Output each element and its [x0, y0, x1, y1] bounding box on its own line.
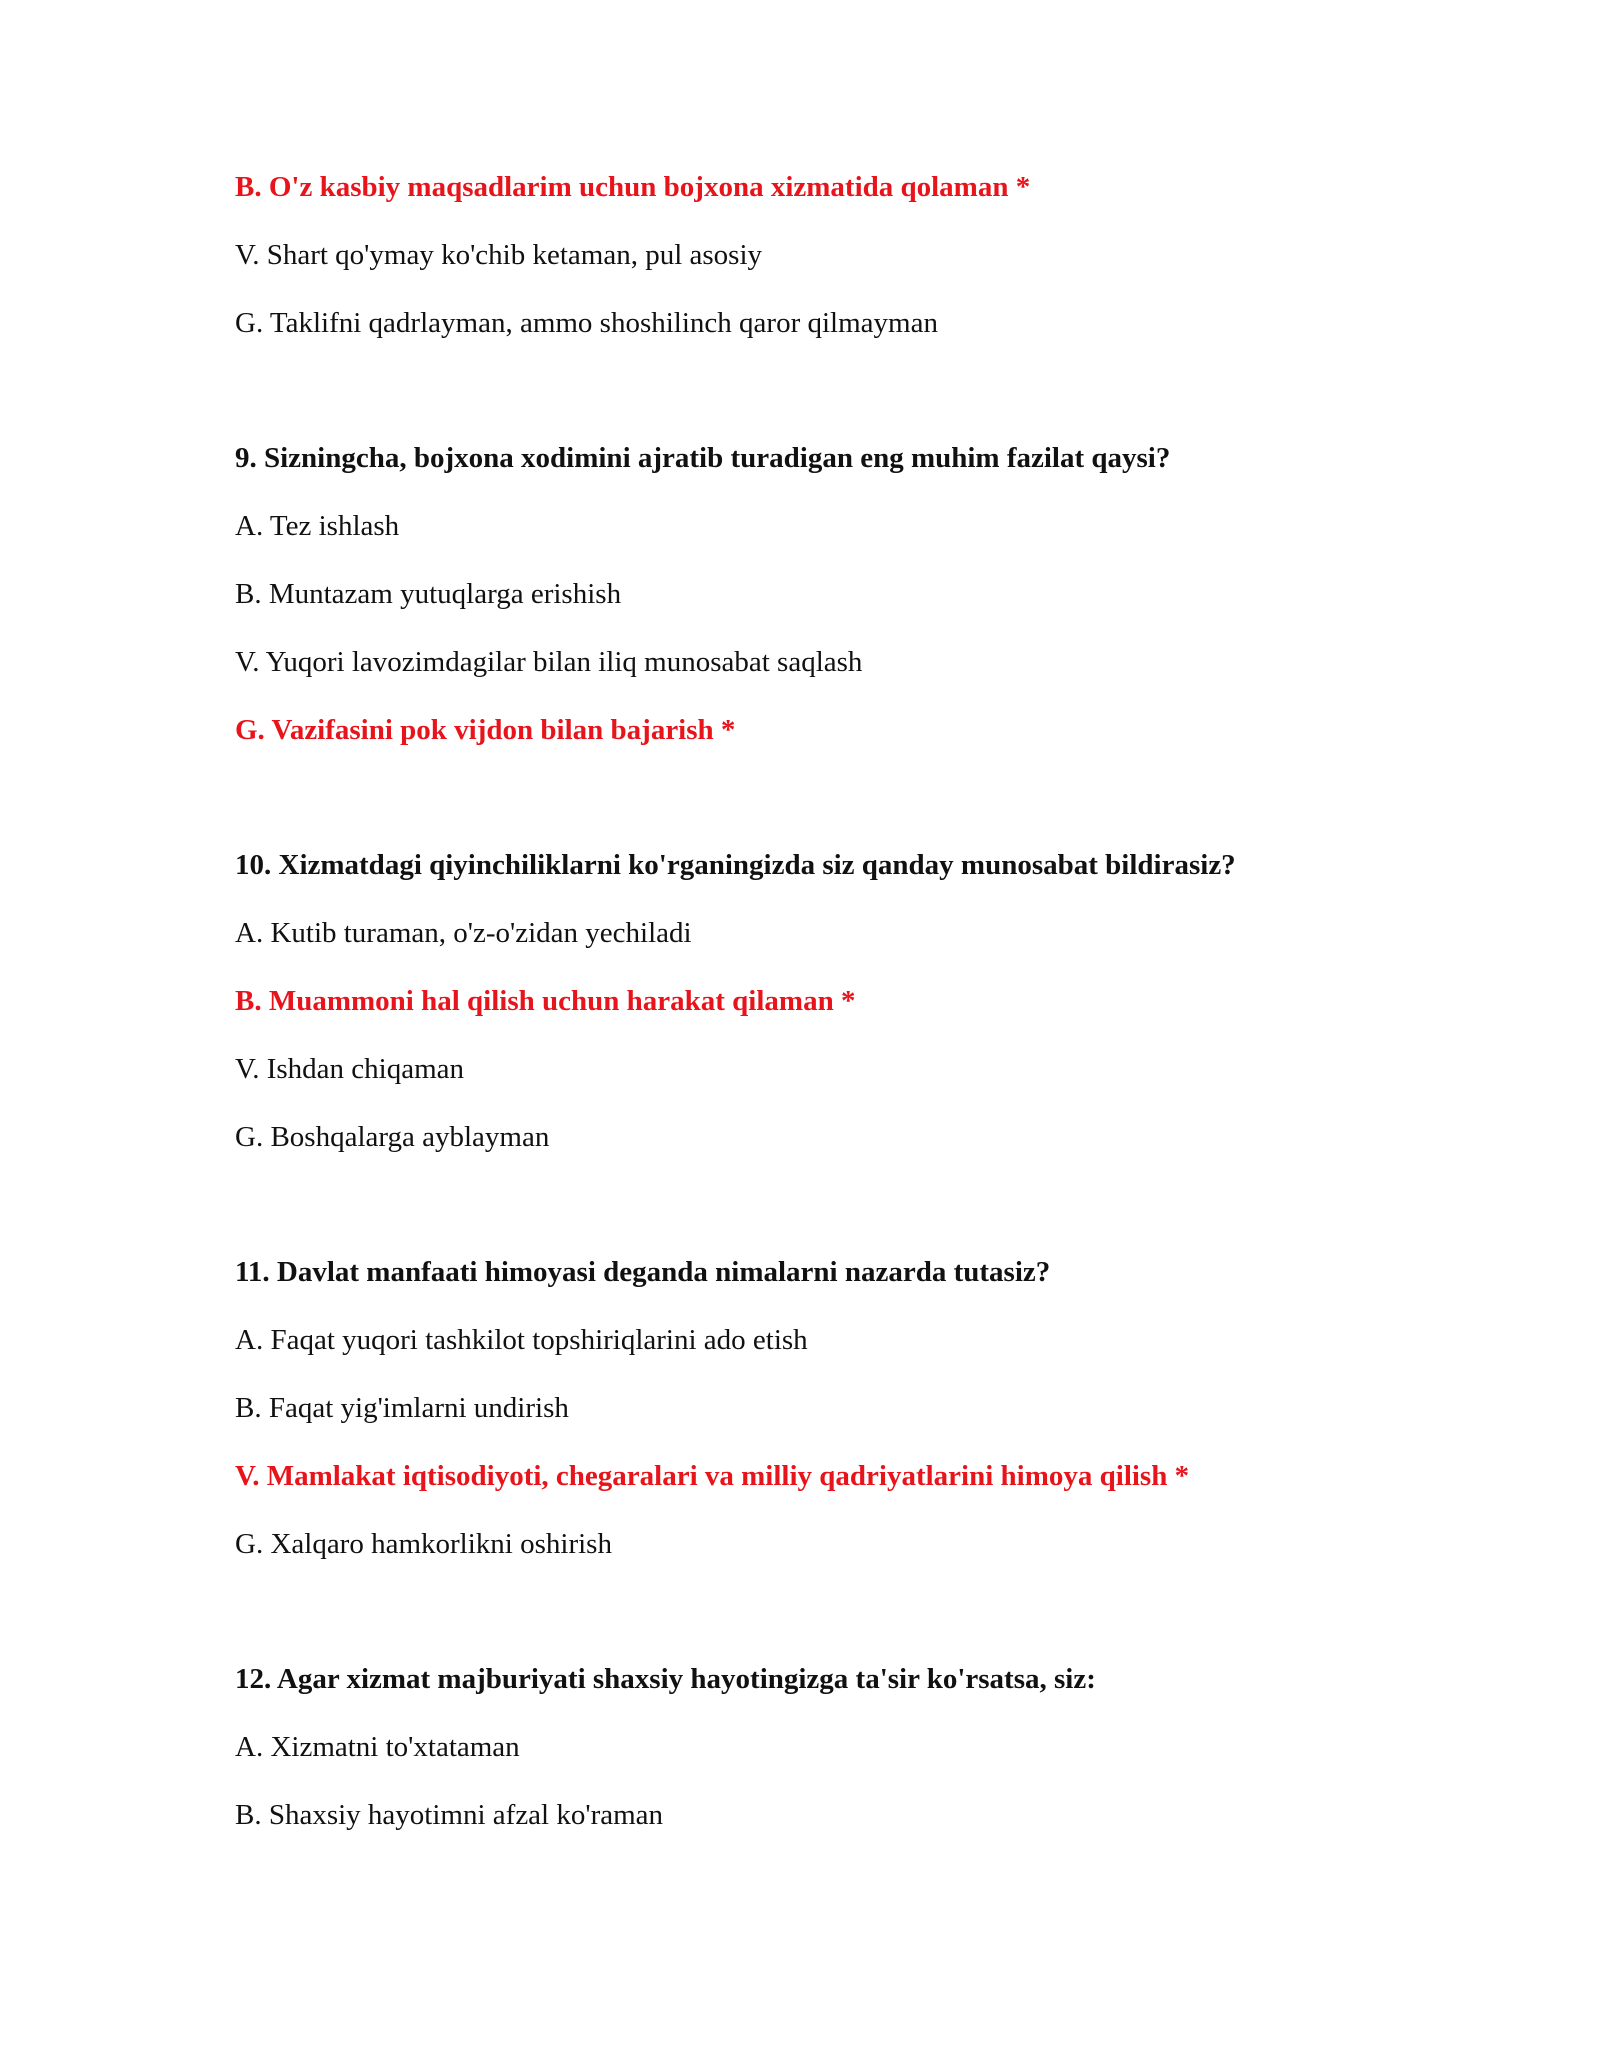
option: V. Shart qo'ymay ko'chib ketaman, pul asosiy — [235, 239, 763, 271]
question-9 — [235, 441, 1385, 747]
question-title: 11. Davlat manfaati himoyasi deganda nimalarni nazarda tutasiz? — [235, 1256, 1051, 1288]
option: G. Xalqaro hamkorlikni oshirish — [235, 1528, 612, 1560]
option-correct: G. Vazifasini pok vijdon bilan bajarish * — [235, 714, 736, 746]
option: B. Shaxsiy hayotimni afzal ko'raman — [235, 1799, 664, 1831]
question-10 — [235, 848, 1385, 1154]
option-correct: B. O'z kasbiy maqsadlarim uchun bojxona xizmatida qolaman * — [235, 171, 1031, 203]
continued-question-options — [235, 170, 1385, 340]
option: A. Tez ishlash — [235, 510, 400, 542]
option: B. Faqat yig'imlarni undirish — [235, 1392, 569, 1424]
option: B. Muntazam yutuqlarga erishish — [235, 578, 622, 610]
option: A. Xizmatni to'xtataman — [235, 1731, 520, 1763]
option: G. Boshqalarga ayblayman — [235, 1121, 550, 1153]
option: A. Faqat yuqori tashkilot topshiriqlarini ado etish — [235, 1324, 808, 1356]
option-correct: B. Muammoni hal qilish uchun harakat qilaman * — [235, 985, 856, 1017]
question-11 — [235, 1255, 1385, 1561]
question-title: 10. Xizmatdagi qiyinchiliklarni ko'rganingizda siz qanday munosabat bildirasiz? — [235, 849, 1236, 881]
option: V. Ishdan chiqaman — [235, 1053, 464, 1085]
question-title: 12. Agar xizmat majburiyati shaxsiy hayotingizga ta'sir ko'rsatsa, siz: — [235, 1663, 1096, 1695]
option: V. Yuqori lavozimdagilar bilan iliq munosabat saqlash — [235, 646, 863, 678]
question-title: 9. Sizningcha, bojxona xodimini ajratib turadigan eng muhim fazilat qaysi? — [235, 442, 1171, 474]
document-page — [235, 170, 1385, 1866]
question-12 — [235, 1662, 1385, 1832]
option: A. Kutib turaman, o'z-o'zidan yechiladi — [235, 917, 692, 949]
option: G. Taklifni qadrlayman, ammo shoshilinch qaror qilmayman — [235, 307, 938, 339]
option-correct: V. Mamlakat iqtisodiyoti, chegaralari va milliy qadriyatlarini himoya qilish * — [235, 1460, 1190, 1492]
